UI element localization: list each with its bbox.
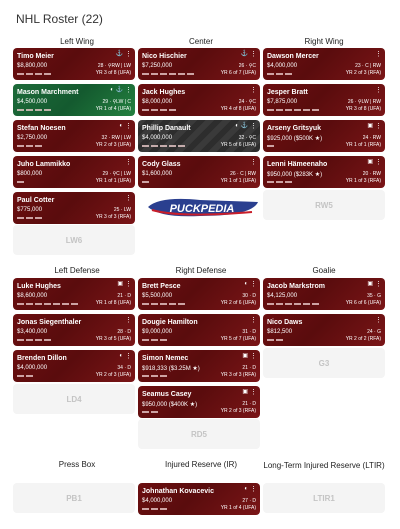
- empty-slot-ld4[interactable]: LD4: [13, 384, 135, 414]
- contract-bars: [267, 181, 292, 183]
- contract-bars: [142, 375, 167, 377]
- more-icon[interactable]: ⋮: [125, 87, 132, 94]
- rookie-icon: ▣: [367, 159, 373, 165]
- player-salary: $800,000: [17, 171, 43, 177]
- player-position: 23 · C | RW: [355, 63, 381, 69]
- player-salary: $3,400,000: [17, 329, 48, 335]
- player-card[interactable]: [138, 278, 260, 310]
- player-card[interactable]: [263, 314, 385, 346]
- shield-icon: ◐: [119, 123, 123, 129]
- contract-bars: [142, 339, 167, 341]
- contract-year: YR 1 of 1 (UFA): [220, 178, 256, 184]
- contract-bars: [142, 73, 194, 75]
- player-name: Nico Daws: [267, 319, 303, 326]
- player-name: Seamus Casey: [142, 391, 192, 398]
- player-salary: $950,000 ($283K ★): [267, 172, 323, 178]
- more-icon[interactable]: ⋮: [250, 353, 257, 360]
- player-card[interactable]: [13, 314, 135, 346]
- more-icon[interactable]: ⋮: [375, 317, 382, 324]
- more-icon[interactable]: ⋮: [250, 87, 257, 94]
- press-box-header: Press Box: [58, 460, 96, 469]
- player-name: Paul Cotter: [17, 197, 55, 204]
- contract-bars: [267, 145, 274, 147]
- contract-bars: [17, 73, 51, 75]
- more-icon[interactable]: ⋮: [125, 123, 132, 130]
- player-salary: $9,000,000: [142, 329, 173, 335]
- player-card[interactable]: [138, 483, 260, 515]
- player-position: 21 · D: [242, 401, 256, 407]
- player-position: 32 · RW | LW: [101, 135, 131, 141]
- player-card[interactable]: [138, 120, 260, 152]
- contract-bars: [17, 217, 42, 219]
- contract-year: YR 1 of 4 (UFA): [95, 106, 131, 112]
- rookie-icon: ▣: [242, 353, 248, 359]
- player-card[interactable]: [13, 48, 135, 80]
- contract-bars: [267, 73, 292, 75]
- player-card[interactable]: [138, 314, 260, 346]
- more-icon[interactable]: ⋮: [125, 353, 132, 360]
- player-name: Cody Glass: [142, 161, 181, 168]
- player-name: Jesper Bratt: [267, 89, 308, 96]
- player-salary: $775,000: [17, 207, 43, 213]
- player-card[interactable]: [263, 84, 385, 116]
- more-icon[interactable]: ⋮: [125, 159, 132, 166]
- more-icon[interactable]: ⋮: [375, 51, 382, 58]
- contract-year: YR 2 of 3 (RFA): [220, 408, 256, 414]
- player-card[interactable]: [13, 120, 135, 152]
- more-icon[interactable]: ⋮: [125, 195, 132, 202]
- player-position: 29 · ⚲C | LW: [102, 171, 131, 177]
- player-position: 35 · G: [367, 293, 381, 299]
- contract-year: YR 1 of 4 (UFA): [220, 505, 256, 511]
- contract-bars: [142, 109, 176, 111]
- player-name: Phillip Danault: [142, 125, 191, 132]
- contract-year: YR 1 of 8 (UFA): [95, 300, 131, 306]
- puckpedia-logo: [140, 192, 262, 222]
- contract-bars: [267, 339, 283, 341]
- contract-bars: [17, 181, 24, 183]
- contract-year: YR 1 of 3 (RFA): [345, 178, 381, 184]
- more-icon[interactable]: ⋮: [250, 389, 257, 396]
- rookie-icon: ▣: [117, 281, 123, 287]
- player-card[interactable]: [138, 84, 260, 116]
- more-icon[interactable]: ⋮: [125, 281, 132, 288]
- player-name: Dawson Mercer: [267, 53, 319, 60]
- player-position: 26 · ⚲LW | RW: [347, 99, 381, 105]
- contract-bars: [17, 303, 78, 305]
- player-card[interactable]: [138, 48, 260, 80]
- player-salary: $8,000,000: [142, 99, 173, 105]
- empty-slot-ltir1[interactable]: LTIR1: [263, 483, 385, 513]
- empty-slot-lw6[interactable]: LW6: [13, 225, 135, 255]
- contract-year: YR 2 of 2 (RFA): [345, 336, 381, 342]
- player-position: 24 · G: [367, 329, 381, 335]
- player-salary: $8,800,000: [17, 63, 48, 69]
- empty-slot-g3[interactable]: G3: [263, 348, 385, 378]
- player-card[interactable]: [13, 84, 135, 116]
- contract-year: YR 6 of 6 (UFA): [345, 300, 381, 306]
- contract-bars: [267, 303, 319, 305]
- player-salary: $1,600,000: [142, 171, 173, 177]
- player-name: Jacob Markstrom: [267, 283, 325, 290]
- player-card[interactable]: [13, 278, 135, 310]
- player-name: Brenden Dillon: [17, 355, 67, 362]
- player-salary: $4,000,000: [267, 63, 298, 69]
- contract-bars: [142, 411, 158, 413]
- player-salary: $7,875,000: [267, 99, 298, 105]
- shield-icon: ◐: [244, 486, 248, 492]
- player-name: Brett Pesce: [142, 283, 181, 290]
- more-icon[interactable]: ⋮: [250, 159, 257, 166]
- center-header: Center: [188, 37, 213, 46]
- contract-year: YR 3 of 3 (RFA): [220, 372, 256, 378]
- contract-bars: [142, 181, 149, 183]
- contract-bars: [142, 145, 185, 147]
- more-icon[interactable]: ⋮: [375, 281, 382, 288]
- player-salary: $5,500,000: [142, 293, 173, 299]
- player-name: Lenni Hämeenaho: [267, 161, 328, 168]
- contract-bars: [17, 375, 33, 377]
- player-salary: $2,750,000: [17, 135, 48, 141]
- player-position: 32 · ⚲C: [238, 135, 256, 141]
- player-position: 31 · D: [242, 329, 256, 335]
- player-position: 26 · ⚲C: [238, 63, 256, 69]
- player-card[interactable]: [263, 48, 385, 80]
- player-position: 21 · D: [242, 365, 256, 371]
- player-name: Jonas Siegenthaler: [17, 319, 82, 326]
- contract-year: YR 3 of 3 (RFA): [95, 214, 131, 220]
- player-card[interactable]: [263, 156, 385, 188]
- more-icon[interactable]: ⋮: [250, 123, 257, 130]
- logo-text: PUCKPEDIA: [169, 203, 235, 215]
- player-name: Jack Hughes: [142, 89, 186, 96]
- player-position: 27 · D: [242, 498, 256, 504]
- player-name: Timo Meier: [17, 53, 54, 60]
- player-position: 29 · ⚲LW | C: [102, 99, 131, 105]
- player-salary: $950,000 ($400K ★): [142, 402, 198, 408]
- player-position: 21 · D: [117, 293, 131, 299]
- player-salary: $4,000,000: [142, 135, 173, 141]
- rookie-icon: ▣: [242, 389, 248, 395]
- more-icon[interactable]: ⋮: [250, 281, 257, 288]
- player-salary: $8,600,000: [17, 293, 48, 299]
- contract-year: YR 4 of 8 (UFA): [220, 106, 256, 112]
- player-name: Dougie Hamilton: [142, 319, 198, 326]
- player-name: Juho Lammikko: [17, 161, 71, 168]
- more-icon[interactable]: ⋮: [375, 123, 382, 130]
- contract-year: YR 3 of 8 (UFA): [345, 106, 381, 112]
- contract-bars: [17, 109, 51, 111]
- player-position: 28 · ⚲RW | LW: [97, 63, 131, 69]
- shield-icon: ◐ ⚓: [110, 87, 123, 93]
- more-icon[interactable]: ⋮: [250, 51, 257, 58]
- empty-slot-rw5[interactable]: RW5: [263, 190, 385, 220]
- player-card[interactable]: [138, 350, 260, 382]
- player-position: 34 · D: [117, 365, 131, 371]
- contract-year: YR 1 of 1 (UFA): [95, 178, 131, 184]
- player-salary: $4,000,000: [17, 365, 48, 371]
- shield-icon: ◐: [119, 353, 123, 359]
- player-card[interactable]: [13, 350, 135, 382]
- player-salary: $925,000 ($500K ★): [267, 136, 323, 142]
- shield-icon: ◐: [244, 281, 248, 287]
- player-card[interactable]: [138, 156, 260, 188]
- shield-icon: ◐ ⚓: [235, 123, 248, 129]
- player-position: 30 · D: [242, 293, 256, 299]
- player-name: Luke Hughes: [17, 283, 61, 290]
- player-position: 26 · C | RW: [230, 171, 256, 177]
- contract-year: YR 3 of 5 (UFA): [95, 336, 131, 342]
- more-icon[interactable]: ⋮: [125, 51, 132, 58]
- page-title: NHL Roster (22): [16, 12, 103, 26]
- more-icon[interactable]: ⋮: [250, 317, 257, 324]
- player-card[interactable]: [13, 156, 135, 188]
- right-wing-header: Right Wing: [304, 37, 344, 46]
- player-position: 24 · RW: [362, 135, 381, 141]
- player-name: Arseny Gritsyuk: [267, 125, 322, 132]
- player-card[interactable]: [138, 386, 260, 418]
- goalie-header: Goalie: [312, 266, 336, 275]
- player-name: Stefan Noesen: [17, 125, 66, 132]
- rookie-icon: ▣: [367, 123, 373, 129]
- contract-year: YR 2 of 3 (UFA): [95, 142, 131, 148]
- contract-bars: [267, 109, 319, 111]
- player-card[interactable]: [13, 192, 135, 224]
- contract-year: YR 5 of 7 (UFA): [220, 336, 256, 342]
- empty-slot-rd5[interactable]: RD5: [138, 419, 260, 449]
- more-icon[interactable]: ⋮: [250, 486, 257, 493]
- injured-reserve-header: Injured Reserve (IR): [164, 460, 238, 469]
- contract-bars: [142, 508, 167, 510]
- player-salary: $918,333 ($3.25M ★): [142, 366, 200, 372]
- rookie-icon: ▣: [367, 281, 373, 287]
- contract-bars: [17, 339, 51, 341]
- more-icon[interactable]: ⋮: [125, 317, 132, 324]
- contract-year: YR 1 of 1 (RFA): [345, 142, 381, 148]
- contract-year: YR 3 of 8 (UFA): [95, 70, 131, 76]
- right-defense-header: Right Defense: [175, 266, 227, 275]
- player-position: 20 · RW: [362, 171, 381, 177]
- player-card[interactable]: [263, 120, 385, 152]
- left-defense-header: Left Defense: [54, 266, 100, 275]
- empty-slot-pb1[interactable]: PB1: [13, 483, 135, 513]
- more-icon[interactable]: ⋮: [375, 159, 382, 166]
- contract-year: YR 2 of 6 (UFA): [220, 300, 256, 306]
- player-position: 28 · D: [117, 329, 131, 335]
- player-salary: $7,250,000: [142, 63, 173, 69]
- player-name: Mason Marchment: [17, 89, 79, 96]
- player-salary: $4,125,000: [267, 293, 298, 299]
- contract-year: YR 2 of 3 (RFA): [345, 70, 381, 76]
- player-name: Simon Nemec: [142, 355, 189, 362]
- player-position: 24 · ⚲C: [238, 99, 256, 105]
- contract-bars: [17, 145, 42, 147]
- player-name: Nico Hischier: [142, 53, 187, 60]
- contract-year: YR 6 of 7 (UFA): [220, 70, 256, 76]
- more-icon[interactable]: ⋮: [375, 87, 382, 94]
- player-name: Johnathan Kovacevic: [142, 488, 214, 495]
- player-salary: $812,500: [267, 329, 293, 335]
- player-salary: $4,500,000: [17, 99, 48, 105]
- anchor-icon: ⚓: [240, 51, 248, 57]
- ltir-header: Long-Term Injured Reserve (LTIR): [263, 461, 385, 470]
- player-salary: $4,000,000: [142, 498, 173, 504]
- anchor-icon: ⚓: [115, 51, 123, 57]
- contract-year: YR 5 of 6 (UFA): [220, 142, 256, 148]
- contract-year: YR 2 of 3 (UFA): [95, 372, 131, 378]
- left-wing-header: Left Wing: [60, 37, 94, 46]
- contract-bars: [142, 303, 185, 305]
- player-position: 25 · LW: [113, 207, 131, 213]
- player-card[interactable]: [263, 278, 385, 310]
